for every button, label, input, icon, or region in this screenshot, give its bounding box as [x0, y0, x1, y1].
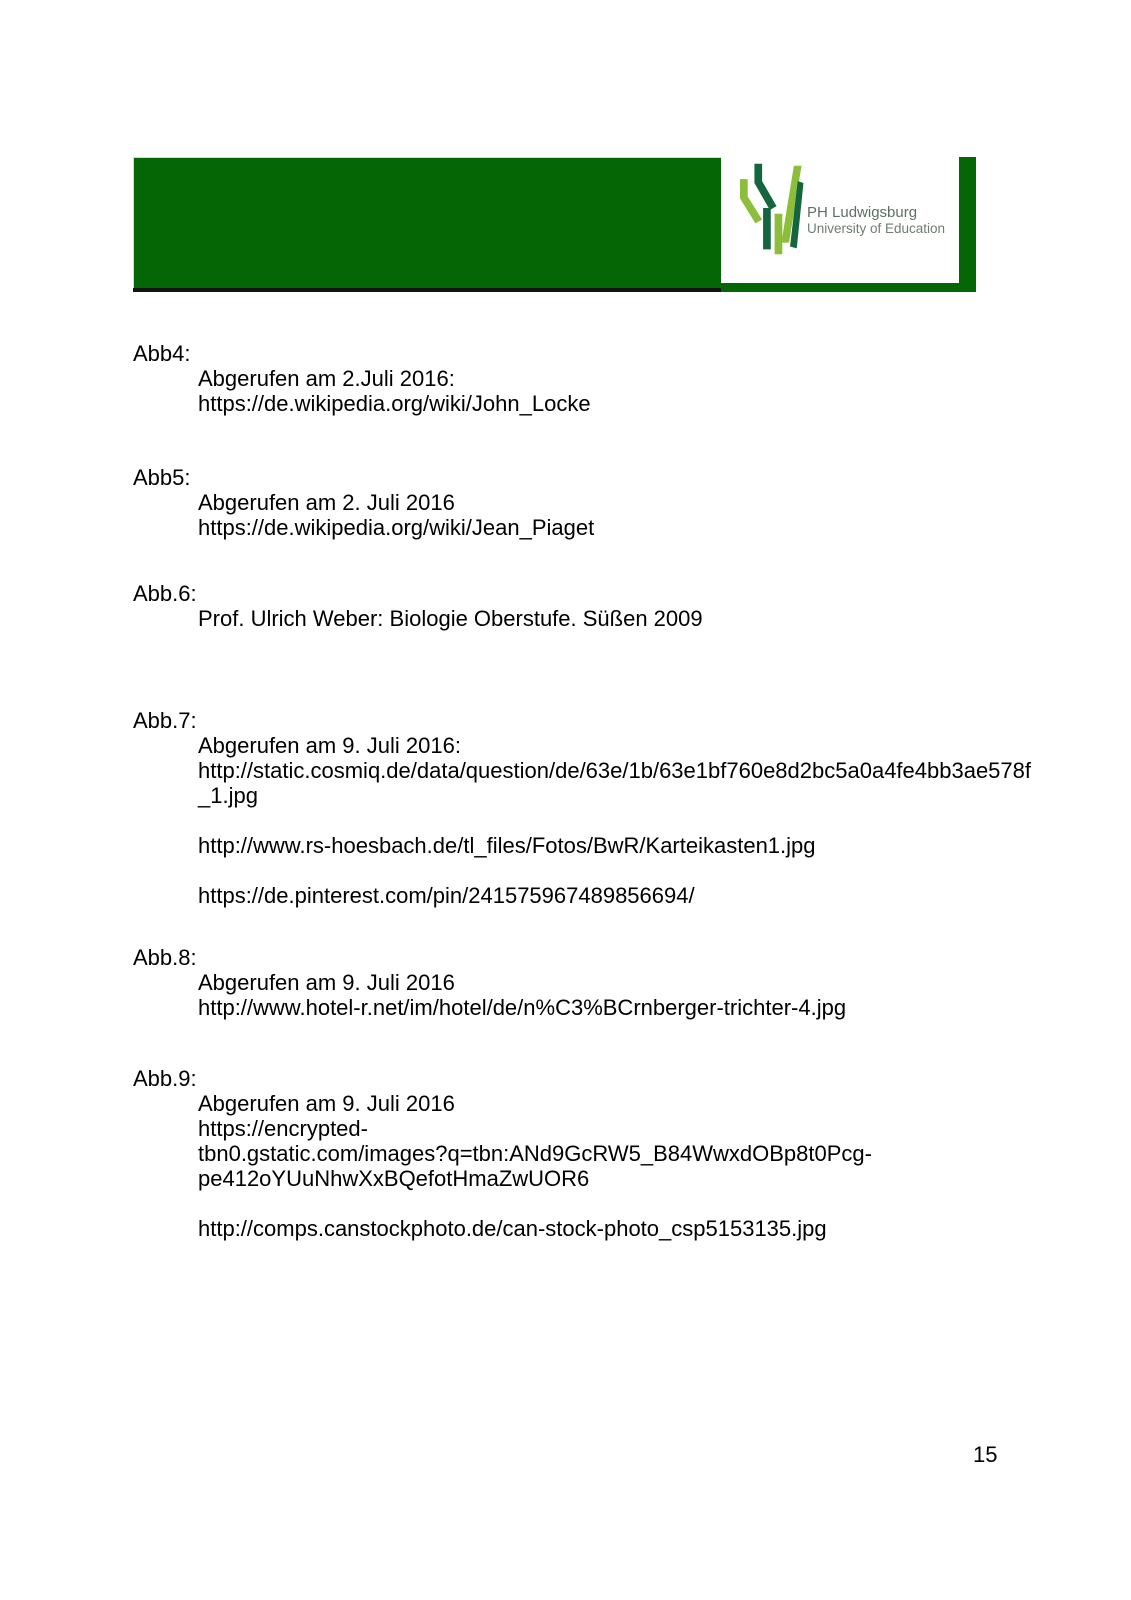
reference-line: Prof. Ulrich Weber: Biologie Oberstufe. Süßen 2009 [198, 606, 703, 631]
reference-line: https://de.pinterest.com/pin/241575967489856694/ [198, 883, 695, 908]
reference-line: Abgerufen am 2. Juli 2016 [198, 490, 455, 515]
ph-ludwigsburg-logo-icon [726, 158, 804, 259]
reference-line: Abgerufen am 2.Juli 2016: [198, 366, 455, 391]
reference-entry [133, 465, 1003, 540]
reference-lines [198, 366, 1003, 416]
reference-blank-line [198, 808, 1003, 833]
reference-entry [133, 708, 1032, 908]
reference-lines [198, 733, 1032, 908]
reference-line: http://comps.canstockphoto.de/can-stock-photo_csp5153135.jpg [198, 1216, 827, 1241]
reference-line: http://static.cosmiq.de/data/question/de/63e/1b/63e1bf760e8d2bc5a0a4fe4bb3ae578f [198, 758, 1032, 783]
reference-label: Abb.8: [133, 945, 197, 970]
reference-entry [133, 581, 1003, 631]
reference-blank-line [198, 858, 1003, 883]
banner-green-bar [133, 157, 721, 288]
reference-line: http://www.rs-hoesbach.de/tl_files/Fotos/BwR/Karteikasten1.jpg [198, 833, 816, 858]
reference-line: Abgerufen am 9. Juli 2016 [198, 970, 455, 995]
reference-label: Abb.7: [133, 708, 197, 733]
reference-entry [133, 1066, 1003, 1241]
reference-label: Abb.6: [133, 581, 197, 606]
logo-text [807, 205, 945, 236]
reference-lines [198, 970, 1003, 1020]
logo-title: PH Ludwigsburg [807, 204, 918, 221]
reference-line: Abgerufen am 9. Juli 2016 [198, 1091, 455, 1116]
reference-lines [198, 606, 1003, 631]
reference-line: tbn0.gstatic.com/images?q=tbn:ANd9GcRW5_B84WwxdOBp8t0Pcg- [198, 1141, 872, 1166]
reference-label: Abb5: [133, 465, 191, 490]
reference-line: pe412oYUuNhwXxBQefotHmaZwUOR6 [198, 1166, 590, 1191]
reference-blank-line [198, 1191, 1003, 1216]
reference-line: https://de.wikipedia.org/wiki/John_Locke [198, 391, 591, 416]
university-logo [721, 157, 976, 292]
reference-entry [133, 945, 1003, 1020]
reference-line: http://www.hotel-r.net/im/hotel/de/n%C3%BCrnberger-trichter-4.jpg [198, 995, 847, 1020]
banner-underline [133, 288, 725, 292]
reference-line: https://de.wikipedia.org/wiki/Jean_Piaget [198, 515, 595, 540]
reference-label: Abb4: [133, 341, 191, 366]
reference-line: https://encrypted- [198, 1116, 368, 1141]
reference-lines [198, 490, 1003, 540]
reference-entry [133, 341, 1003, 416]
logo-subtitle: University of Education [807, 221, 946, 236]
reference-label: Abb.9: [133, 1066, 197, 1091]
reference-lines [198, 1091, 1003, 1241]
reference-line: Abgerufen am 9. Juli 2016: [198, 733, 461, 758]
reference-line: _1.jpg [198, 783, 258, 808]
page-number: 15 [973, 1442, 998, 1467]
